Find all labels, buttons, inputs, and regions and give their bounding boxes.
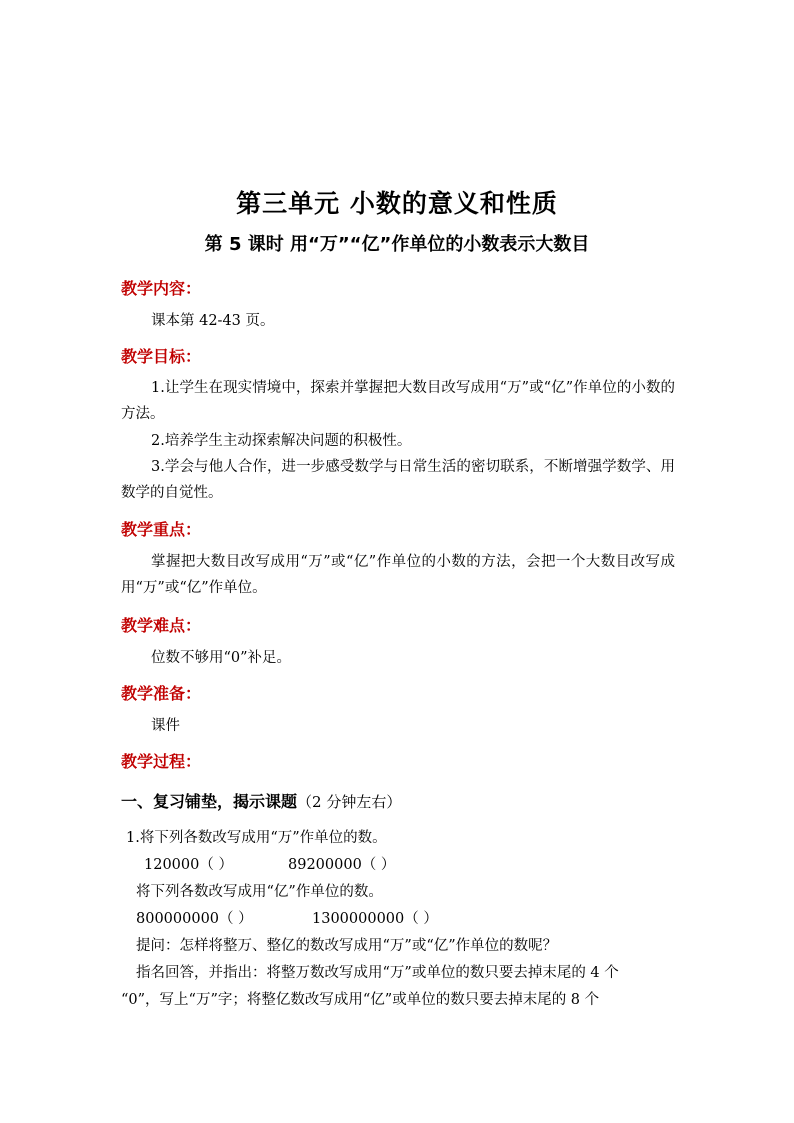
difficulty-text: 位数不够用“0”补足。: [151, 650, 292, 666]
process-line-7: “0”，写上“万”字；将整亿数改写成用“亿”或单位的数只要去掉末尾的 8 个: [121, 992, 600, 1008]
goal-2: 2.培养学生主动探索解决问题的积极性。: [151, 433, 412, 449]
key-text: 掌握把大数目改写成用“万”或“亿”作单位的小数的方法，会把一个大数目改写成用“万”或“亿”作单位。: [121, 554, 675, 596]
part1-title-text: 一、复习铺垫，揭示课题: [121, 792, 298, 811]
goal-1: 1.让学生在现实情境中，探索并掌握把大数目改写成用“万”或“亿”作单位的小数的方法。: [121, 380, 675, 422]
process-line-2b: 89200000（ ）: [288, 857, 396, 873]
key-heading: 教学重点：: [121, 520, 202, 539]
process-line-3: 将下列各数改写成用“亿”作单位的数。: [136, 884, 383, 900]
goal-3: 3.学会与他人合作，进一步感受数学与日常生活的密切联系，不断增强学数学、用数学的自觉性。: [121, 459, 675, 501]
process-line-4b: 1300000000（ ）: [312, 911, 438, 927]
lesson-title: 第 5 课时 用“万”“亿”作单位的小数表示大数目: [204, 234, 590, 255]
difficulty-heading: 教学难点：: [121, 616, 202, 635]
process-line-5: 提问：怎样将整万、整亿的数改写成用“万”或“亿”作单位的数呢？: [136, 938, 558, 954]
content-heading: 教学内容：: [121, 279, 202, 298]
process-line-4a: 800000000（ ）: [136, 911, 253, 927]
content-text: 课本第 42-43 页。: [151, 313, 275, 329]
part1-title: [121, 789, 401, 812]
process-line-1: 1.将下列各数改写成用“万”作单位的数。: [126, 830, 387, 846]
process-heading: 教学过程：: [121, 752, 202, 771]
prep-text: 课件: [151, 718, 180, 734]
process-line-2a: 120000（ ）: [144, 857, 233, 873]
process-line-6: 指名回答，并指出：将整万数改写成用“万”或单位的数只要去掉末尾的 4 个: [136, 965, 619, 981]
prep-heading: 教学准备：: [121, 684, 202, 703]
part1-time: （2 分钟左右）: [297, 793, 402, 811]
unit-title: 第三单元 小数的意义和性质: [236, 189, 558, 218]
goals-heading: 教学目标：: [121, 347, 202, 366]
